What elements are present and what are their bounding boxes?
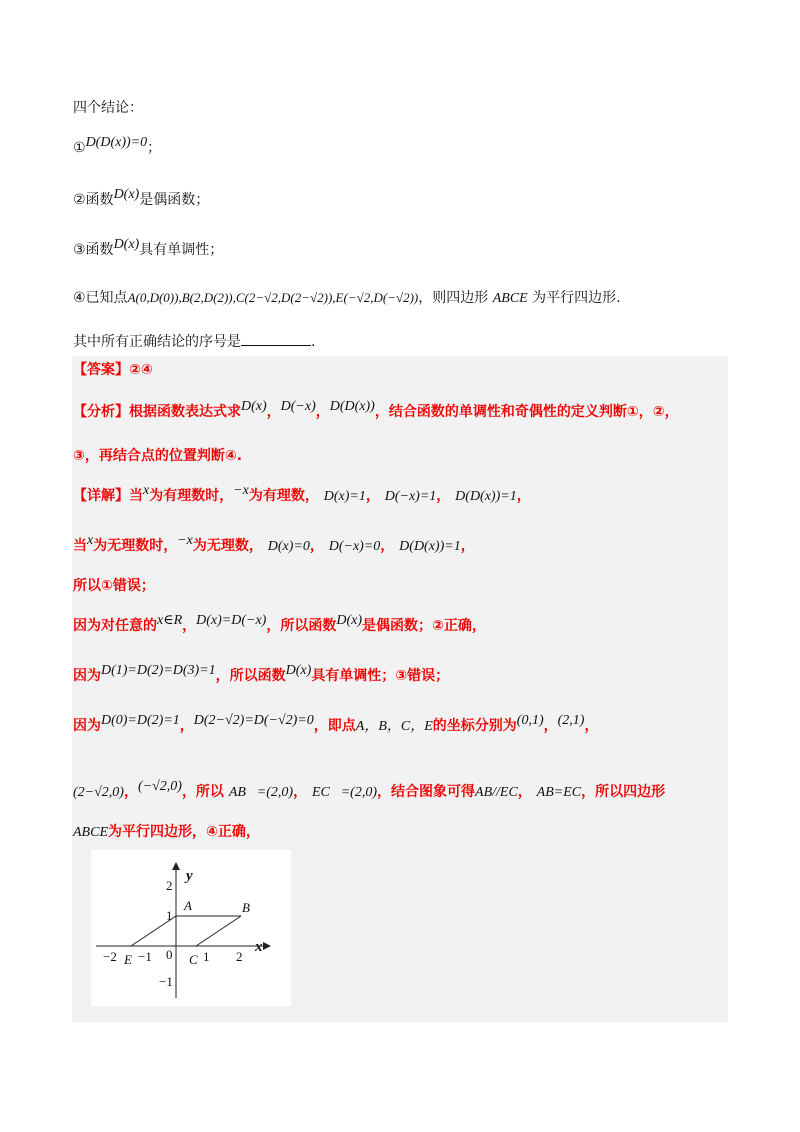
point-label-B: B	[242, 900, 250, 915]
origin-label: 0	[166, 947, 173, 962]
tick-x-neg2: −2	[103, 949, 117, 964]
detail-line-4: 因为对任意的x∈R，D(x)=D(−x)，所以函数D(x)是偶函数；②正确，	[73, 613, 486, 634]
tick-x-1: 1	[203, 949, 210, 964]
point-label-A: A	[184, 898, 192, 913]
conclusions-intro: 四个结论：	[73, 100, 143, 116]
answer-label: 【答案】②④	[73, 362, 153, 378]
detail-line-8: ABCE为平行四边形，④正确，	[73, 824, 260, 840]
detail-line-2: 当x为无理数时，−x为无理数， D(x)=0， D(−x)=0， D(D(x))=1，	[73, 533, 475, 554]
question-prompt: 其中所有正确结论的序号是 .	[73, 334, 316, 350]
tick-y-2: 2	[166, 878, 173, 893]
detail-line-6: 因为D(0)=D(2)=1，D(2−√2)=D(−√2)=0，即点A，B，C，E的坐标分别为(0,1)，(2,1)，	[73, 713, 599, 734]
y-axis-label: y	[186, 868, 193, 884]
tick-y-neg1: −1	[159, 974, 173, 989]
tick-y-1: 1	[166, 908, 173, 923]
detail-line-1: 【详解】当x为有理数时，−x为有理数， D(x)=1， D(−x)=1， D(D(x))=1，	[73, 483, 531, 504]
point-label-C: C	[189, 952, 198, 967]
detail-line-3: 所以①错误；	[73, 578, 155, 594]
answer-blank	[241, 333, 311, 346]
conclusion-3: ③函数D(x)具有单调性；	[73, 237, 224, 258]
x-axis-label: x	[255, 939, 263, 955]
conclusion-1: ①D(D(x))=0；	[73, 135, 162, 156]
x-axis-arrow-icon	[263, 942, 271, 950]
detail-line-7: (2−√2,0)，(−√2,0)，所以 AB⃗=(2,0)， EC⃗=(2,0)，结合图象可得AB//EC， AB=EC，所以四边形	[73, 779, 666, 800]
edge-BC	[196, 916, 241, 946]
y-axis-arrow-icon	[172, 862, 180, 870]
tick-x-2: 2	[236, 949, 243, 964]
conclusion-4: ④已知点A(0,D(0)),B(2,D(2)),C(2−√2,D(2−√2)),E(−√2,D(−√2))，则四边形 ABCE 为平行四边形.	[73, 290, 621, 306]
point-label-E: E	[124, 952, 132, 967]
analysis-line-2: ③，再结合点的位置判断④.	[73, 448, 243, 464]
coordinate-graph	[91, 850, 291, 1006]
analysis-line-1: 【分析】根据函数表达式求D(x)，D(−x)，D(D(x))，结合函数的单调性和奇偶性的定义判断①，②，	[73, 399, 679, 420]
tick-x-neg1: −1	[138, 949, 152, 964]
detail-line-5: 因为D(1)=D(2)=D(3)=1，所以函数D(x)具有单调性；③错误；	[73, 663, 450, 684]
conclusion-2: ②函数D(x)是偶函数；	[73, 187, 210, 208]
graph-svg	[91, 850, 291, 1006]
